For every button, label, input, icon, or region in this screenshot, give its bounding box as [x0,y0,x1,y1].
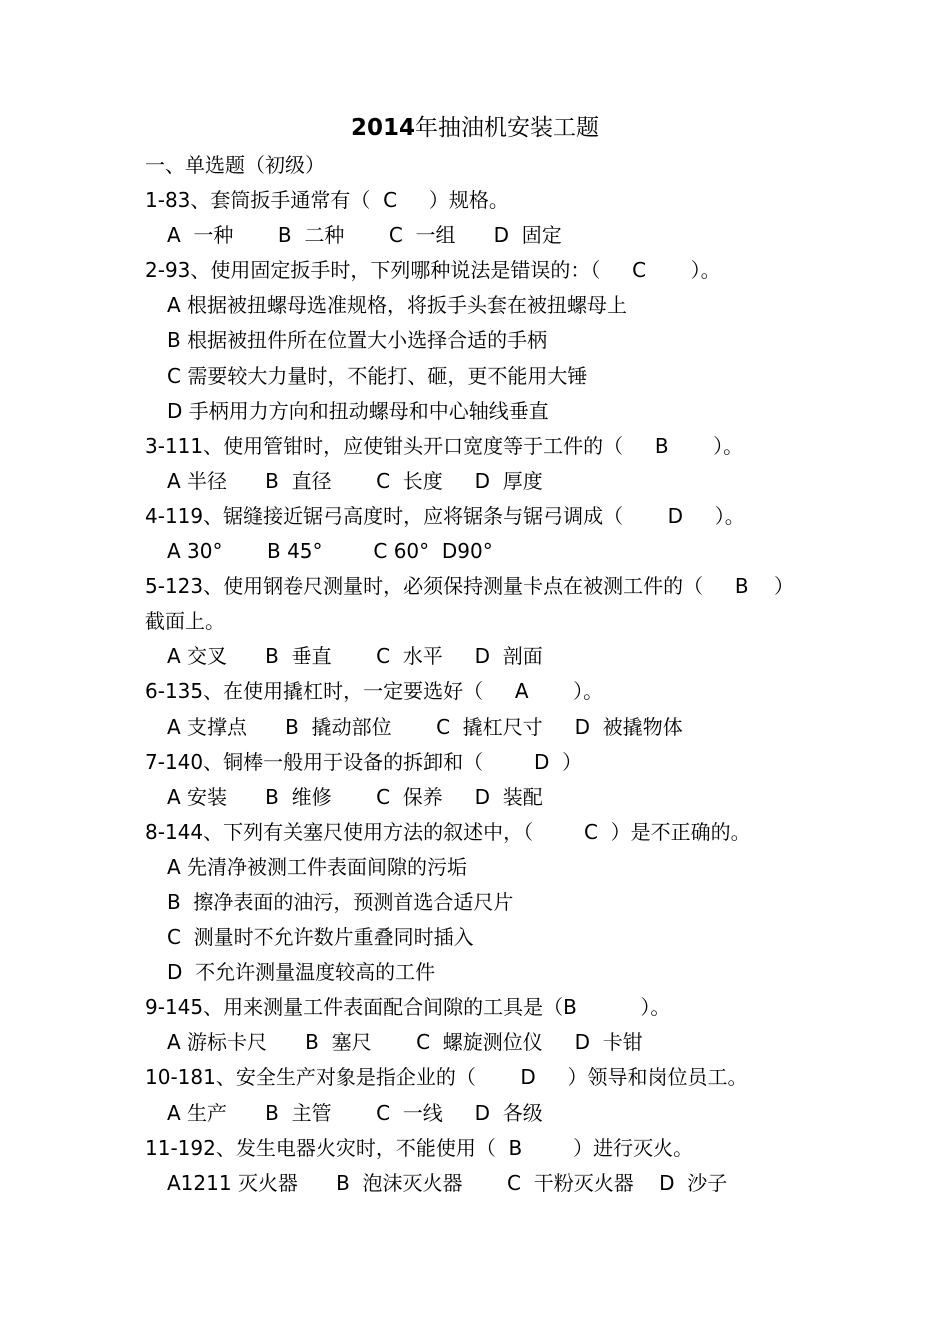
question-2-option-c: C 需要较大力量时，不能打、砸，更不能用大锤 [167,363,588,388]
title-year: 2014 [350,115,415,141]
question-4-options: A 30° B 45° C 60° D90° [167,539,493,564]
question-5-continued: 截面上。 [145,609,225,634]
question-7-options: A 安装 B 维修 C 保养 D 装配 [167,784,543,809]
question-2-option-a: A 根据被扭螺母选准规格，将扳手头套在被扭螺母上 [167,293,628,318]
question-5-options: A 交叉 B 垂直 C 水平 D 剖面 [167,644,543,669]
question-1-options: A 一种 B 二种 C 一组 D 固定 [167,223,562,248]
question-1: 1-83、套筒扳手通常有（ C ）规格。 [145,188,509,213]
question-3-options: A 半径 B 直径 C 长度 D 厚度 [167,468,543,493]
question-list [145,148,925,1201]
question-8: 8-144、下列有关塞尺使用方法的叙述中，（ C ）是不正确的。 [145,819,751,844]
question-11-options: A1211 灭火器 B 泡沫灭火器 C 干粉灭火器 D 沙子 [167,1170,728,1195]
question-6-options: A 支撑点 B 撬动部位 C 撬杠尺寸 D 被撬物体 [167,714,683,739]
question-11: 11-192、发生电器火灾时，不能使用（ B ）进行灭火。 [145,1135,694,1160]
question-2-option-b: B 根据被扭件所在位置大小选择合适的手柄 [167,328,548,353]
question-8-option-b: B 擦净表面的油污，预测首选合适尺片 [167,889,514,914]
question-10-options: A 生产 B 主管 C 一线 D 各级 [167,1100,543,1125]
title-text: 年抽油机安装工题 [415,115,599,141]
question-9: 9-145、用来测量工件表面配合间隙的工具是（B ）。 [145,995,671,1020]
section-heading: 一、单选题（初级） [145,153,325,177]
question-8-option-c: C 测量时不允许数片重叠同时插入 [167,925,474,950]
document-title [0,112,950,144]
question-6: 6-135、在使用撬杠时，一定要选好（ A ）。 [145,679,604,704]
question-3: 3-111、使用管钳时，应使钳头开口宽度等于工件的（ B ）。 [145,433,744,458]
question-9-options: A 游标卡尺 B 塞尺 C 螺旋测位仪 D 卡钳 [167,1030,643,1055]
question-8-option-a: A 先清净被测工件表面间隙的污垢 [167,854,468,879]
question-8-option-d: D 不允许测量温度较高的工件 [167,960,436,985]
question-5: 5-123、使用钢卷尺测量时，必须保持测量卡点在被测工件的（ B ） [145,574,795,599]
question-4: 4-119、锯缝接近锯弓高度时，应将锯条与锯弓调成（ D ）。 [145,503,745,528]
question-2-option-d: D 手柄用力方向和扭动螺母和中心轴线垂直 [167,398,549,423]
question-7: 7-140、铜棒一般用于设备的拆卸和（ D ） [145,749,583,774]
question-2: 2-93、使用固定扳手时，下列哪种说法是错误的：（ C ）。 [145,258,721,283]
question-10: 10-181、安全生产对象是指企业的（ D ）领导和岗位员工。 [145,1065,748,1090]
